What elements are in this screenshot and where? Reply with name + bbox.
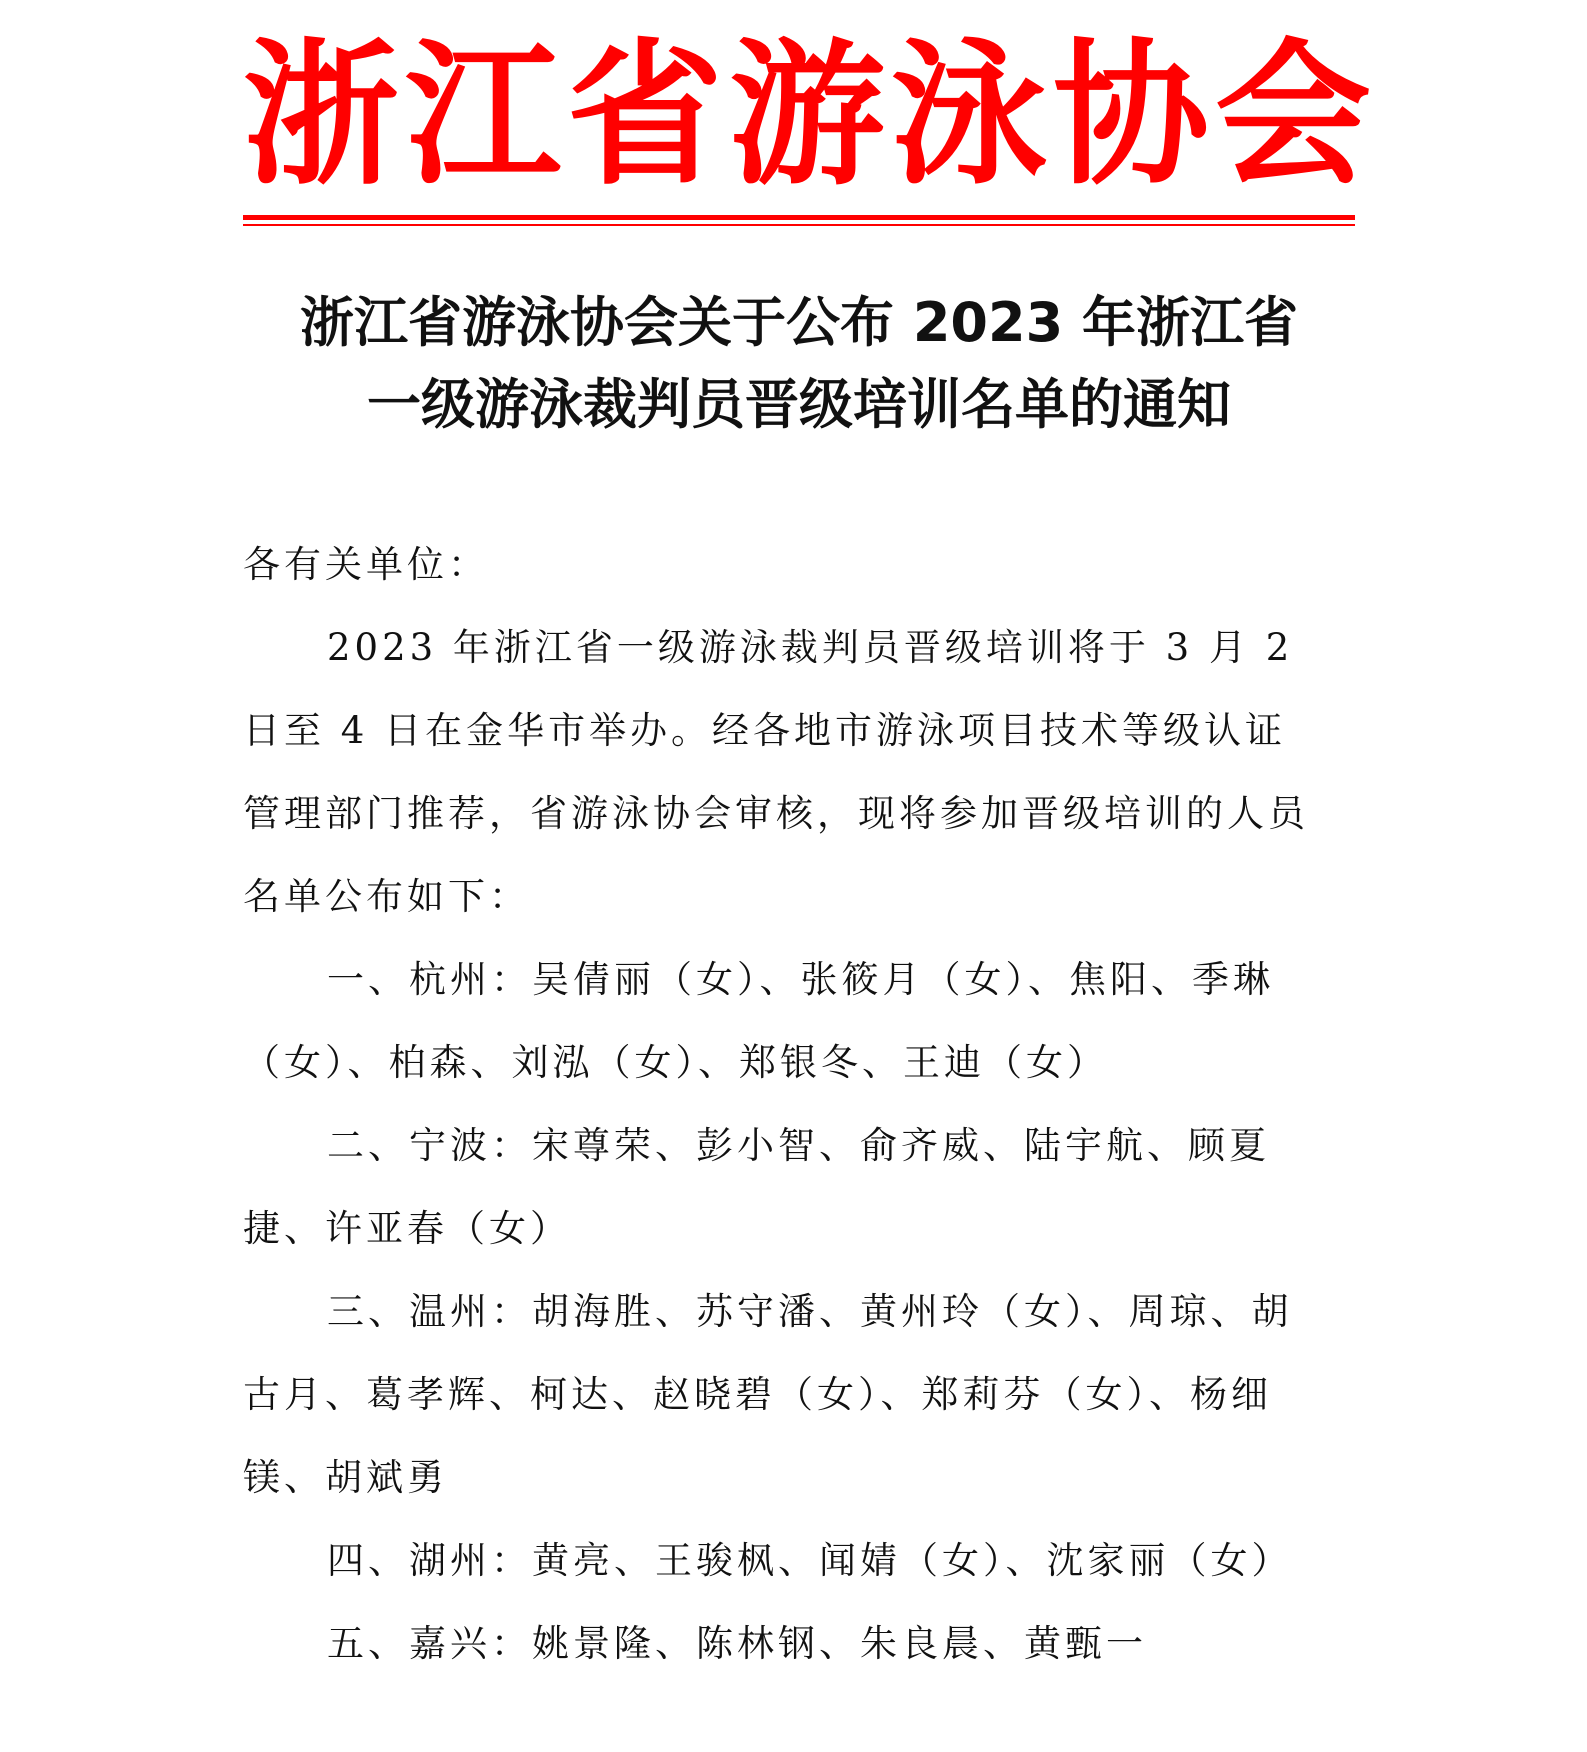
document-title-line-2: 一级游泳裁判员晋级培训名单的通知 xyxy=(367,373,1231,436)
letterhead-org-name: 浙江省游泳协会 xyxy=(243,24,1377,206)
document-title-line-1: 浙江省游泳协会关于公布 2023 年浙江省 xyxy=(300,291,1298,354)
letterhead-red-rule xyxy=(243,215,1355,220)
document-body xyxy=(243,523,1313,1685)
list-item-jiaxing: 五、嘉兴：姚景隆、陈林钢、朱良晨、黄甄一 xyxy=(327,1622,1147,1665)
list-item-huzhou: 四、湖州：黄亮、王骏枫、闻婧（女）、沈家丽（女） xyxy=(327,1539,1293,1582)
list-item-ningbo: 二、宁波：宋尊荣、彭小智、俞齐威、陆宇航、顾夏捷、许亚春（女） xyxy=(243,1124,1270,1250)
letterhead-red-rule-thin xyxy=(243,224,1355,226)
list-item-hangzhou: 一、杭州：吴倩丽（女）、张筱月（女）、焦阳、季琳（女）、柏森、刘泓（女）、郑银冬、王迪（女） xyxy=(243,958,1274,1084)
document-title xyxy=(243,282,1355,446)
intro-paragraph: 2023 年浙江省一级游泳裁判员晋级培训将于 3 月 2 日至 4 日在金华市举办。经各地市游泳项目技术等级认证管理部门推荐，省游泳协会审核，现将参加晋级培训的人员名单公布如下： xyxy=(243,626,1309,918)
list-item-wenzhou: 三、温州：胡海胜、苏守潘、黄州玲（女）、周琼、胡古月、葛孝辉、柯达、赵晓碧（女）、郑莉芬（女）、杨细镁、胡斌勇 xyxy=(243,1290,1293,1499)
salutation: 各有关单位： xyxy=(243,543,489,586)
